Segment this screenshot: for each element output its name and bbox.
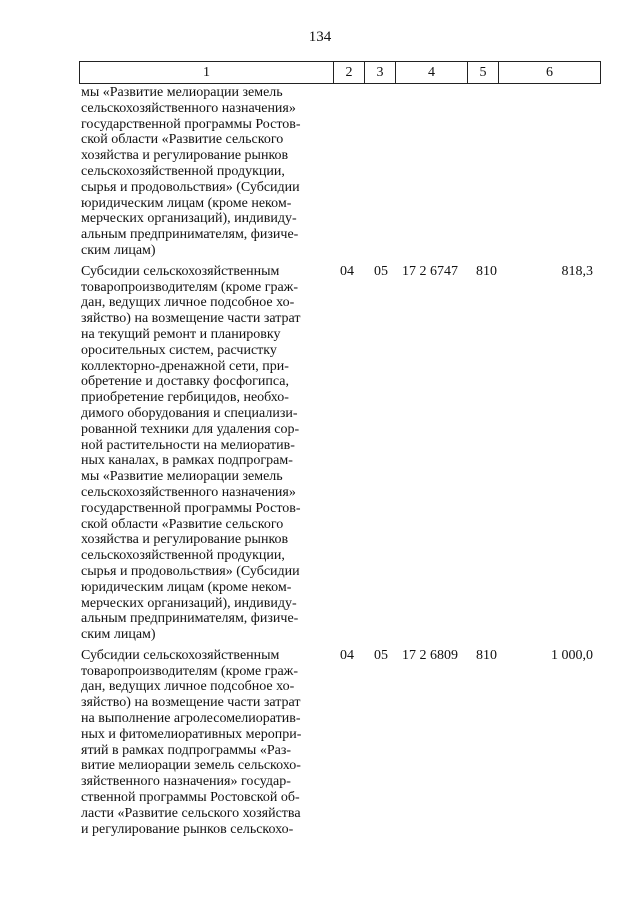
row-description: Субсидии сельскохозяйственным товаропроизводителям (кроме граж- дан, ведущих личное подсобное хо- зяйство) на возмещение части затрат на текущий ремонт и планировку оросительных систем, расчистку коллекторно-дренажной сети, при- обретение и доставку фосфогипса, приобретение гербицидов, необхо- димого оборудования и специализи- рованной техники для удаления сор- ной растительности на мелиоратив- ных каналах, в рамках подпрограм- мы «Развитие мелиорации земель сельскохозяйственного назначения» государственной программы Ростов- ской области «Развитие сельского хозяйства и регулирование рынков сельскохозяйственной продукции, сырья и продовольствия» (Субсидии юридическим лицам (кроме неком- мерческих организаций), индивиду- альным предпринимателям, физиче- ским лицам) [81, 263, 301, 643]
section-code: 05 [374, 647, 388, 663]
table-row [81, 264, 601, 643]
table-row [81, 648, 601, 838]
header-col-2: 2 [334, 62, 365, 83]
table-body [81, 85, 601, 837]
expense-type-code: 810 [476, 647, 497, 663]
header-col-1: 1 [80, 62, 334, 83]
row-description: мы «Развитие мелиорации земель сельскохозяйственного назначения» государственной программы Ростов- ской области «Развитие сельского хозяйства и регулирование рынков сельскохозяйственной продукции, сырья и продовольствия» (Субсидии юридическим лицам (кроме неком- мерческих организаций), индивиду- альным предпринимателям, физиче- ским лицам) [81, 85, 301, 258]
header-col-5: 5 [468, 62, 499, 83]
row-description: Субсидии сельскохозяйственным товаропроизводителям (кроме граж- дан, ведущих личное подсобное хо- зяйство) на возмещение части затрат на выполнение агролесомелиоратив- ных и фитомелиоративных меропри- ятий в рамках подпрограммы «Раз- витие мелиорации земель сельскохо- зяйственного назначения» государ- ственной программы Ростовской об- ласти «Развитие сельского хозяйства и регулирование рынков сельскохо- [81, 647, 302, 837]
target-article-code: 17 2 6747 [402, 263, 458, 279]
ministry-code: 04 [340, 263, 354, 279]
amount: 1 000,0 [551, 647, 593, 663]
amount: 818,3 [561, 263, 593, 279]
page-number: 134 [308, 29, 332, 45]
header-col-6: 6 [546, 65, 553, 80]
header-col-3: 3 [365, 62, 396, 83]
table-row [81, 85, 601, 259]
expense-type-code: 810 [476, 263, 497, 279]
target-article-code: 17 2 6809 [402, 647, 458, 663]
ministry-code: 04 [340, 647, 354, 663]
header-col-4: 4 [396, 62, 468, 83]
table-header [79, 61, 601, 84]
section-code: 05 [374, 263, 388, 279]
